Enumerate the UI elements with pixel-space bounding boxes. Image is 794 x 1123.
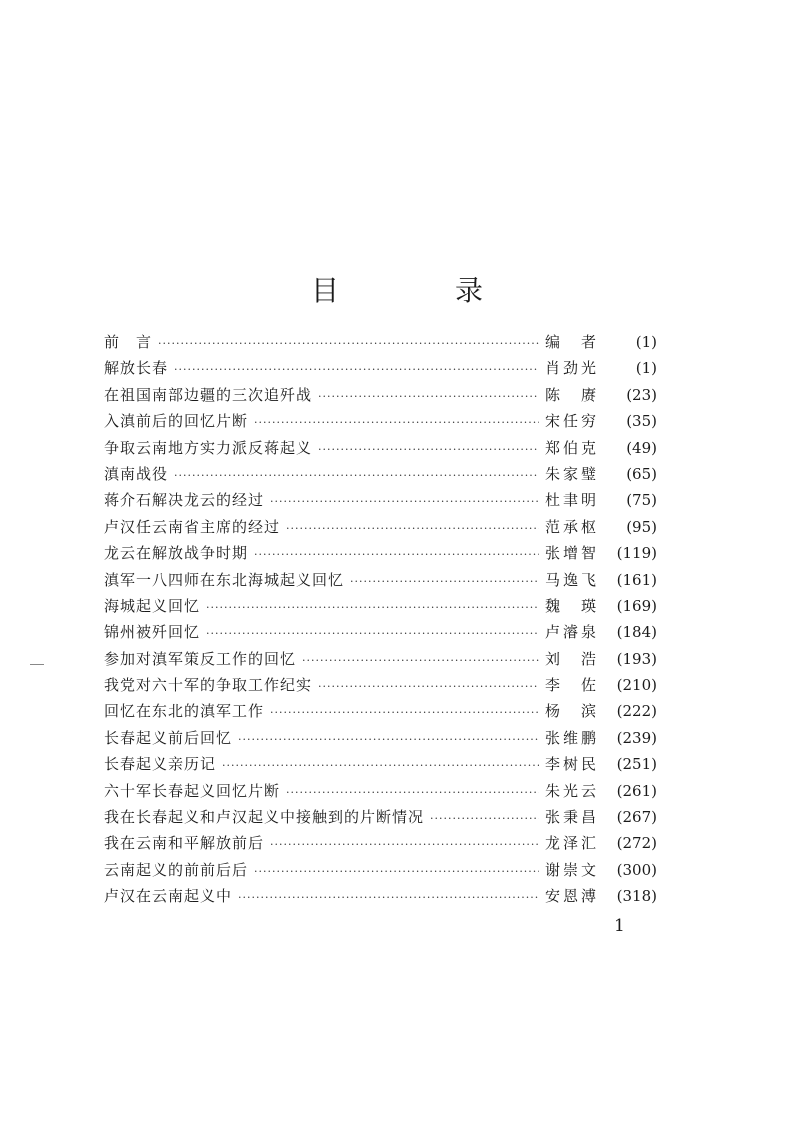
- toc-entry-author: 谢崇文: [544, 860, 599, 879]
- toc-entry-author: 宋任穷: [544, 412, 599, 431]
- dot-leader: [350, 575, 539, 588]
- toc-entry-author: 杨 滨: [544, 702, 599, 721]
- toc-entry-title: 前 言: [104, 333, 153, 351]
- toc-entry: [104, 648, 657, 674]
- toc-entry: [104, 489, 657, 515]
- dot-leader: [174, 363, 539, 376]
- toc-entry-title: 长春起义前后回忆: [104, 728, 233, 747]
- toc-entry-title: 滇南战役: [104, 464, 169, 483]
- toc-entry: [104, 384, 657, 410]
- dot-leader: [318, 443, 539, 456]
- toc-entry-title: 参加对滇军策反工作的回忆: [104, 649, 297, 668]
- toc-entry-page: (1): [635, 359, 657, 378]
- toc-entry-author: 刘 浩: [544, 649, 599, 668]
- dot-leader: [254, 865, 539, 878]
- toc-entry-title: 卢汉任云南省主席的经过: [104, 517, 281, 536]
- dot-leader: [254, 548, 539, 561]
- toc-entry: [104, 437, 657, 463]
- dot-leader: [222, 759, 539, 772]
- toc-entry: [104, 463, 657, 489]
- toc-entry: [104, 859, 657, 885]
- toc-entry-page: (300): [616, 860, 657, 879]
- toc-entry-page: (210): [616, 676, 657, 695]
- toc-entry: [104, 410, 657, 436]
- toc-list: [104, 331, 657, 912]
- toc-entry: [104, 832, 657, 858]
- toc-entry-author: 编 者: [544, 333, 599, 351]
- dot-leader: [206, 627, 539, 640]
- toc-entry-page: (161): [616, 570, 657, 589]
- toc-entry-page: (261): [616, 781, 657, 800]
- toc-entry-author: 范承枢: [544, 517, 599, 536]
- toc-entry-author: 张增智: [544, 544, 599, 563]
- dot-leader: [238, 891, 539, 904]
- toc-entry-page: (222): [616, 702, 657, 721]
- toc-entry: [104, 780, 657, 806]
- page-number: 1: [614, 916, 625, 936]
- toc-entry-title: 入滇前后的回忆片断: [104, 412, 249, 431]
- toc-entry: [104, 621, 657, 647]
- toc-entry-title: 六十军长春起义回忆片断: [104, 781, 281, 800]
- toc-entry: [104, 727, 657, 753]
- toc-entry-title: 我党对六十军的争取工作纪实: [104, 676, 313, 695]
- toc-entry-title: 我在云南和平解放前后: [104, 834, 265, 853]
- dot-leader: [206, 601, 539, 614]
- toc-entry-author: 杜聿明: [544, 491, 599, 510]
- toc-entry-title: 龙云在解放战争时期: [104, 544, 249, 563]
- dot-leader: [270, 838, 539, 851]
- dot-leader: [158, 337, 539, 350]
- toc-entry-author: 马逸飞: [544, 570, 599, 589]
- toc-entry-page: (23): [626, 385, 657, 404]
- toc-entry-title: 滇军一八四师在东北海城起义回忆: [104, 570, 345, 589]
- toc-entry-title: 在祖国南部边疆的三次追歼战: [104, 385, 313, 404]
- toc-entry: [104, 331, 657, 357]
- toc-entry-author: 张维鹏: [544, 728, 599, 747]
- dot-leader: [318, 680, 539, 693]
- toc-entry-page: (75): [626, 491, 657, 510]
- toc-entry: [104, 595, 657, 621]
- toc-entry: [104, 516, 657, 542]
- toc-entry-page: (35): [626, 412, 657, 431]
- toc-entry-author: 李树民: [544, 755, 599, 774]
- dot-leader: [270, 706, 539, 719]
- dot-leader: [302, 654, 539, 667]
- toc-entry-page: (1): [635, 333, 657, 351]
- toc-entry-title: 锦州被歼回忆: [104, 623, 201, 642]
- toc-entry-page: (251): [616, 755, 657, 774]
- dot-leader: [254, 416, 539, 429]
- scan-artifact: [30, 664, 44, 665]
- toc-entry: [104, 753, 657, 779]
- toc-entry-title: 我在长春起义和卢汉起义中接触到的片断情况: [104, 808, 425, 827]
- toc-entry-page: (193): [616, 649, 657, 668]
- toc-entry: [104, 542, 657, 568]
- toc-heading: 目 录: [310, 273, 527, 307]
- dot-leader: [430, 812, 539, 825]
- toc-entry-title: 解放长春: [104, 359, 169, 378]
- toc-entry-page: (318): [616, 887, 657, 906]
- toc-entry-title: 云南起义的前前后后: [104, 860, 249, 879]
- toc-entry-author: 魏 瑛: [544, 596, 599, 615]
- toc-entry: [104, 806, 657, 832]
- toc-entry-author: 龙泽汇: [544, 834, 599, 853]
- toc-entry-author: 张秉昌: [544, 808, 599, 827]
- toc-entry-title: 回忆在东北的滇军工作: [104, 702, 265, 721]
- toc-entry-page: (184): [616, 623, 657, 642]
- toc-entry-page: (272): [616, 834, 657, 853]
- toc-entry-author: 朱光云: [544, 781, 599, 800]
- toc-entry-title: 蒋介石解决龙云的经过: [104, 491, 265, 510]
- toc-entry-author: 李 佐: [544, 676, 599, 695]
- toc-entry-author: 安恩溥: [544, 887, 599, 906]
- toc-entry-author: 卢濬泉: [544, 623, 599, 642]
- toc-entry-title: 海城起义回忆: [104, 596, 201, 615]
- toc-entry-author: 肖劲光: [544, 359, 599, 378]
- dot-leader: [286, 786, 539, 799]
- toc-entry-author: 陈 赓: [544, 385, 599, 404]
- dot-leader: [286, 522, 539, 535]
- toc-entry-page: (267): [616, 808, 657, 827]
- toc-entry-page: (49): [626, 438, 657, 457]
- toc-entry-page: (169): [616, 596, 657, 615]
- dot-leader: [270, 495, 539, 508]
- dot-leader: [238, 733, 539, 746]
- toc-entry: [104, 700, 657, 726]
- dot-leader: [174, 469, 539, 482]
- toc-entry: [104, 674, 657, 700]
- toc-entry-page: (65): [626, 464, 657, 483]
- toc-entry-author: 郑伯克: [544, 438, 599, 457]
- toc-entry-title: 争取云南地方实力派反蒋起义: [104, 438, 313, 457]
- toc-entry: [104, 357, 657, 383]
- toc-entry-page: (239): [616, 728, 657, 747]
- toc-entry-author: 朱家璧: [544, 464, 599, 483]
- toc-entry-page: (95): [626, 517, 657, 536]
- toc-entry-title: 长春起义亲历记: [104, 755, 217, 774]
- toc-entry-title: 卢汉在云南起义中: [104, 887, 233, 906]
- toc-entry: [104, 885, 657, 911]
- toc-entry-page: (119): [616, 544, 657, 563]
- dot-leader: [318, 390, 539, 403]
- toc-entry: [104, 569, 657, 595]
